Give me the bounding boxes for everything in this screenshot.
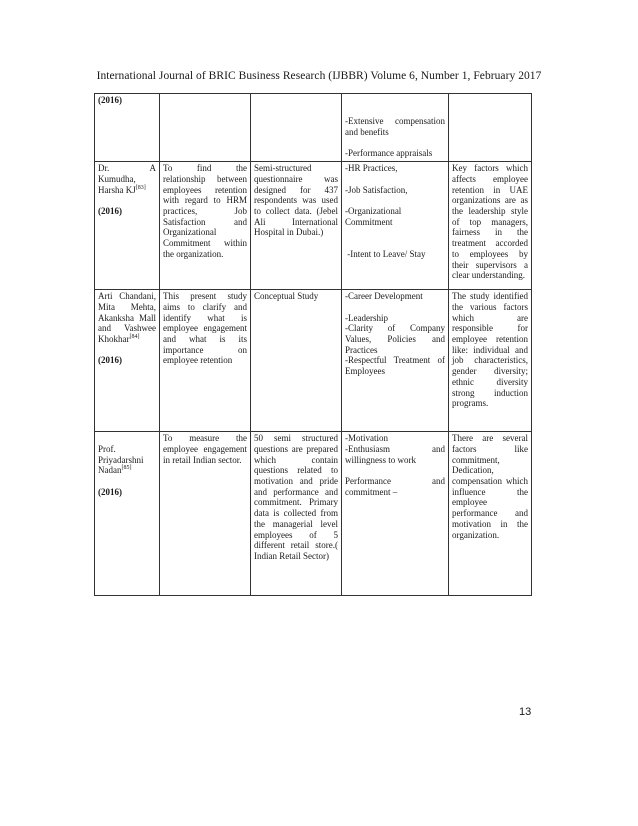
author-text: Dr. A Kumudha, Harsha KJ[83] bbox=[98, 163, 159, 195]
method-cell bbox=[251, 290, 342, 432]
method-text: Conceptual Study bbox=[254, 291, 319, 302]
variables-text: -Respectful Treatment of Employees bbox=[345, 355, 448, 377]
blank-line bbox=[345, 302, 445, 313]
variables-cell bbox=[342, 94, 449, 162]
method-cell bbox=[251, 162, 342, 290]
author-cell bbox=[95, 94, 160, 162]
author-text: (2016) bbox=[98, 205, 122, 216]
variables-cell bbox=[342, 290, 449, 432]
author-text: Arti Chandani, Mita Mehta, Akanksha Mall and Vashwee Khokhar[84] bbox=[98, 291, 159, 344]
blank-line bbox=[345, 195, 445, 206]
variables-text: -Intent to Leave/ Stay bbox=[345, 248, 426, 259]
citation-ref: [84] bbox=[129, 333, 140, 340]
aim-cell bbox=[160, 94, 251, 162]
findings-text: The study identified the various factors which are responsible for employee retention like: individual and job characteristics, gender diversity; ethnic diversity strong induction programs. bbox=[452, 291, 531, 409]
variables-text: -Clarity of Company Values, Policies and Practices bbox=[345, 323, 448, 355]
findings-text: Key factors which affects employee retention in UAE organizations are as the leadership style of top managers, fairness in the treatment accorded to employees by their supervisors a clear understanding. bbox=[452, 163, 531, 281]
blank-line bbox=[345, 138, 445, 149]
author-cell bbox=[95, 432, 160, 596]
findings-text: There are several factors like commitment, Dedication, compensation which influence the employee performance and motivation in the organization. bbox=[452, 433, 531, 540]
aim-cell bbox=[160, 290, 251, 432]
table-row bbox=[95, 290, 532, 432]
author-text: (2016) bbox=[98, 355, 122, 366]
variables-cell bbox=[342, 432, 449, 596]
findings-cell bbox=[449, 162, 532, 290]
author-cell bbox=[95, 290, 160, 432]
blank-line bbox=[98, 195, 156, 206]
blank-line bbox=[345, 238, 445, 249]
blank-line bbox=[98, 476, 156, 487]
variables-text: -Organizational Commitment bbox=[345, 205, 404, 227]
citation-ref: [83] bbox=[135, 184, 146, 191]
journal-header: International Journal of BRIC Business Research (IJBBR) Volume 6, Number 1, February 2017 bbox=[96, 70, 542, 82]
variables-text: Performance and commitment – bbox=[345, 475, 448, 497]
method-cell bbox=[251, 432, 342, 596]
method-text: 50 semi structured questions are prepared which contain questions related to motivation and pride and performance and commitment. Primary data is collected from the managerial level employees of 5 different retail store.( Indian Retail Sector) bbox=[254, 433, 341, 561]
findings-cell bbox=[449, 432, 532, 596]
page-number: 13 bbox=[519, 706, 532, 718]
blank-line bbox=[345, 465, 445, 476]
aim-cell bbox=[160, 432, 251, 596]
author-cell bbox=[95, 162, 160, 290]
blank-line bbox=[345, 174, 445, 185]
variables-text: -Motivation bbox=[345, 433, 388, 444]
table-row bbox=[95, 94, 532, 162]
aim-cell bbox=[160, 162, 251, 290]
variables-cell bbox=[342, 162, 449, 290]
author-text: Prof. Priyadarshni Nadan[85] bbox=[98, 443, 146, 476]
literature-review-table bbox=[94, 93, 532, 596]
aim-text: To measure the employee engagement in retail Indian sector. bbox=[163, 433, 250, 465]
blank-line bbox=[345, 227, 445, 238]
method-text: Semi-structured questionnaire was designed for 437 respondents was used to collect data. (Jebel Ali International Hospital in Dubai.) bbox=[254, 163, 341, 238]
variables-text: -HR Practices, bbox=[345, 163, 398, 174]
citation-ref: [85] bbox=[121, 465, 132, 472]
variables-text: -Performance appraisals bbox=[345, 148, 433, 159]
findings-cell bbox=[449, 94, 532, 162]
method-cell bbox=[251, 94, 342, 162]
author-text: (2016) bbox=[98, 95, 122, 105]
variables-text: -Enthusiasm and willingness to work bbox=[345, 443, 448, 465]
variables-text: -Career Development bbox=[345, 291, 423, 302]
table-row bbox=[95, 432, 532, 596]
findings-cell bbox=[449, 290, 532, 432]
variables-text: -Extensive compensation and benefits bbox=[345, 116, 448, 138]
blank-line bbox=[98, 433, 156, 444]
aim-text: This present study aims to clarify and identify what is employee engagement and what is its importance on employee retention bbox=[163, 291, 250, 366]
blank-line bbox=[345, 106, 445, 117]
author-text: (2016) bbox=[98, 486, 122, 497]
variables-text: -Job Satisfaction, bbox=[345, 184, 408, 195]
table-row bbox=[95, 162, 532, 290]
aim-text: To find the relationship between employees retention with regard to HRM practices, Job Satisfaction and Organizational Commitment within the organization. bbox=[163, 163, 250, 259]
blank-line bbox=[345, 95, 445, 106]
variables-text: -Leadership bbox=[345, 312, 388, 323]
blank-line bbox=[98, 345, 156, 356]
